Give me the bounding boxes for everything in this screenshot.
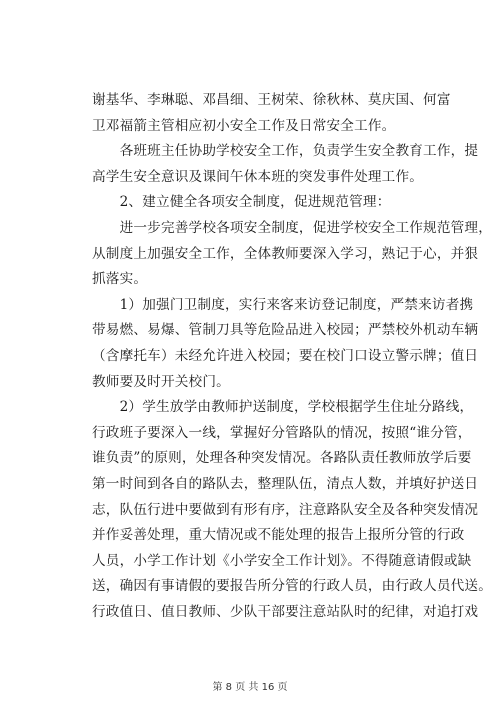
text-line: 教师要及时开关校门。 — [92, 373, 230, 390]
text-line: 卫邓福箭主管相应初小安全工作及日常安全工作。 — [92, 117, 396, 134]
text-line: 志，队伍行进中要做到有形有序，注意路队安全及各种突发情况 — [92, 501, 479, 518]
text-line: 带易燃、易爆、管制刀具等危险品进入校园；严禁校外机动车辆 — [92, 322, 479, 339]
text-line: 从制度上加强安全工作，全体教师要深入学习，熟记于心，并狠 — [92, 245, 479, 262]
text-line: 进一步完善学校各项安全制度，促进学校安全工作规范管理， — [92, 219, 493, 236]
text-line: 人员，小学工作计划《小学安全工作计划》。不得随意请假或缺 — [92, 552, 472, 569]
text-line: 谢基华、李琳聪、邓昌细、王树荣、徐秋林、莫庆国、何富 — [92, 92, 451, 108]
text-line: 行政班子要深入一线，掌握好分管路队的情况，按照“谁分管， — [92, 424, 472, 441]
text-line: 行政值日、值日教师、少队干部要注意站队时的纪律，对追打戏 — [92, 603, 479, 620]
text-line: （含摩托车）未经允许进入校园；要在校门口设立警示牌；值日 — [92, 347, 479, 364]
page-number-footer: 第 8 页 共 16 页 — [212, 682, 288, 693]
document-body — [92, 88, 493, 625]
text-line: 谁负责”的原则，处理各种突发情况。各路队责任教师放学后要 — [92, 450, 472, 467]
text-line: 并作妥善处理，重大情况或不能处理的报告上报所分管的行政 — [92, 527, 465, 544]
text-line: 1）加强门卫制度，实行来客来访登记制度，严禁来访者携 — [92, 296, 474, 313]
section-heading: 2、建立健全各项安全制度，促进规范管理： — [92, 194, 391, 211]
text-line: 送，确因有事请假的要报告所分管的行政人员，由行政人员代送。 — [92, 578, 493, 595]
text-line: 2）学生放学由教师护送制度，学校根据学生住址分路线， — [92, 399, 474, 416]
text-line: 抓落实。 — [92, 271, 148, 288]
text-line: 第一时间到各自的路队去，整理队伍，清点人数，并填好护送日 — [92, 475, 479, 492]
text-line: 高学生安全意识及课间午休本班的突发事件处理工作。 — [92, 168, 424, 185]
body-text — [92, 88, 493, 625]
text-line: 各班班主任协助学校安全工作，负责学生安全教育工作，提 — [92, 143, 479, 160]
